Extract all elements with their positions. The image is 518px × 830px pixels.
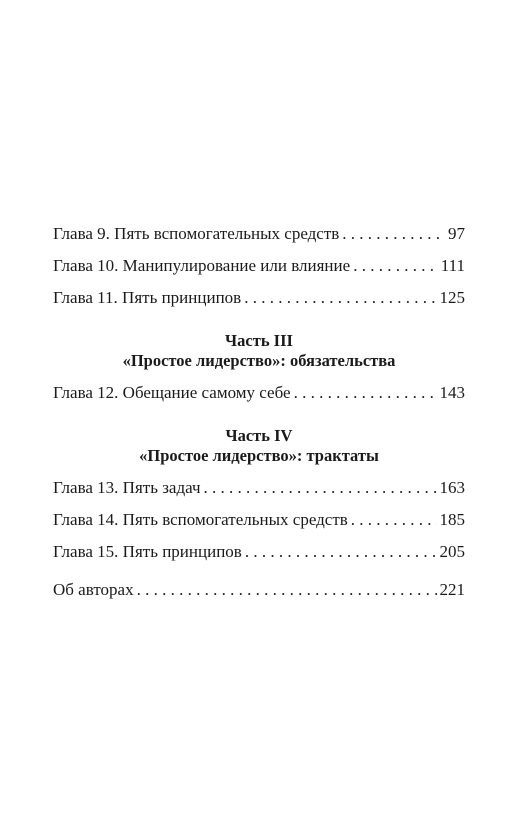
toc-entry-chapter-10[interactable] [53, 255, 465, 277]
dot-leader [137, 579, 437, 601]
toc-entry-page: 163 [439, 478, 465, 497]
toc-entry-page: 185 [439, 510, 465, 529]
toc-entry-chapter-13[interactable] [53, 477, 465, 499]
dot-leader [351, 509, 437, 531]
dot-leader [204, 477, 437, 499]
toc-entry-chapter-14[interactable] [53, 509, 465, 531]
toc-entry-title: Глава 14. Пять вспомогательных средств [53, 510, 348, 529]
part-number: Часть III [225, 331, 293, 350]
toc-entry-title: Глава 11. Пять принципов [53, 288, 242, 307]
part-number: Часть IV [225, 426, 293, 445]
toc-entry-chapter-15[interactable] [53, 541, 465, 563]
dot-leader [342, 223, 445, 245]
toc-entry-chapter-12[interactable] [53, 382, 465, 404]
toc-entry-page: 111 [440, 256, 465, 275]
toc-entry-title: Глава 15. Пять принципов [53, 542, 242, 561]
toc-entry-page: 205 [439, 542, 465, 561]
toc-entry-title: Об авторах [53, 580, 134, 599]
part-3-heading [53, 331, 465, 371]
table-of-contents [53, 223, 465, 601]
dot-leader [353, 255, 438, 277]
dot-leader [294, 382, 437, 404]
toc-entry-title: Глава 12. Обещание самому себе [53, 383, 291, 402]
toc-entry-page: 97 [448, 224, 465, 243]
part-4-heading [53, 426, 465, 466]
part-subtitle: «Простое лидерство»: трактаты [139, 446, 379, 465]
toc-entry-title: Глава 9. Пять вспомогательных средств [53, 224, 340, 243]
toc-entry-page: 143 [439, 383, 465, 402]
toc-entry-page: 125 [439, 288, 465, 307]
toc-entry-about-authors[interactable] [53, 579, 465, 601]
toc-entry-chapter-11[interactable] [53, 287, 465, 309]
toc-entry-chapter-9[interactable] [53, 223, 465, 245]
dot-leader [245, 541, 437, 563]
toc-entry-title: Глава 10. Манипулирование или влияние [53, 256, 351, 275]
toc-entry-page: 221 [439, 580, 465, 599]
toc-entry-title: Глава 13. Пять задач [53, 478, 201, 497]
part-subtitle: «Простое лидерство»: обязательства [122, 351, 396, 370]
dot-leader [244, 287, 436, 309]
